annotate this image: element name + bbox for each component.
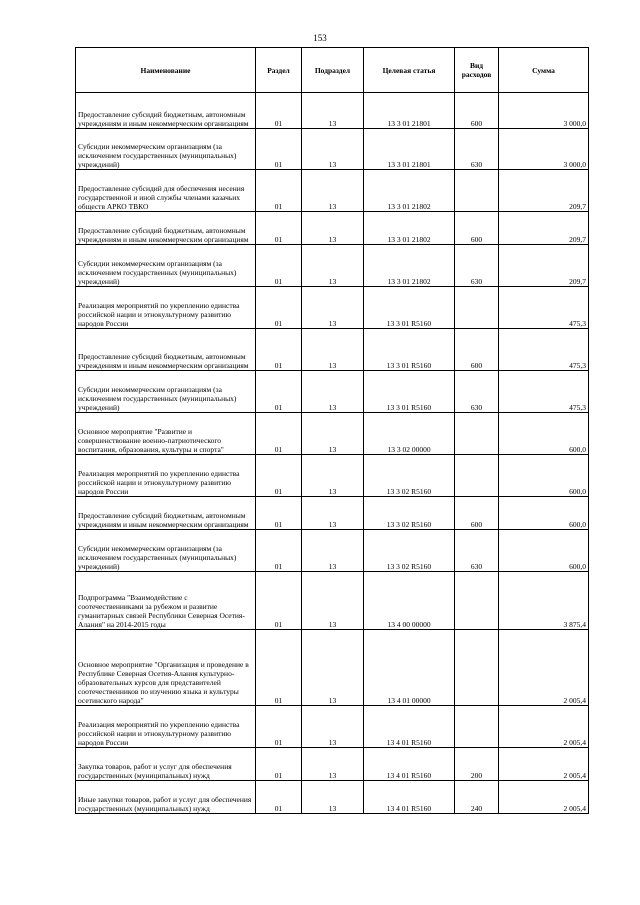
cell-amount: 2 005,4	[499, 630, 589, 706]
cell-target: 13 3 02 00000	[364, 413, 455, 455]
cell-section: 01	[256, 630, 302, 706]
cell-target: 13 3 01 R5160	[364, 287, 455, 329]
cell-name: Предоставление субсидий бюджетным, автономным учреждениям и иным некоммерческим организациям	[76, 212, 256, 245]
cell-section: 01	[256, 93, 302, 129]
cell-name: Субсидии некоммерческим организациям (за исключением государственных (муниципальных) учреждений)	[76, 245, 256, 287]
cell-section: 01	[256, 129, 302, 170]
cell-subsection: 13	[302, 781, 364, 814]
cell-expense-type	[455, 455, 499, 497]
cell-section: 01	[256, 455, 302, 497]
table-row	[76, 212, 589, 245]
cell-subsection: 13	[302, 572, 364, 630]
cell-target: 13 4 01 00000	[364, 630, 455, 706]
header-amount: Сумма	[499, 48, 589, 93]
cell-amount: 3 875,4	[499, 572, 589, 630]
cell-expense-type	[455, 706, 499, 748]
cell-target: 13 4 00 00000	[364, 572, 455, 630]
cell-amount: 2 005,4	[499, 781, 589, 814]
cell-amount: 2 005,4	[499, 706, 589, 748]
cell-expense-type: 630	[455, 129, 499, 170]
table-row	[76, 93, 589, 129]
cell-target: 13 4 01 R5160	[364, 748, 455, 781]
cell-expense-type: 600	[455, 212, 499, 245]
table-row	[76, 530, 589, 572]
table-row	[76, 572, 589, 630]
cell-expense-type: 200	[455, 748, 499, 781]
cell-section: 01	[256, 748, 302, 781]
cell-amount: 209,7	[499, 212, 589, 245]
cell-name: Реализация мероприятий по укреплению единства российской нации и этнокультурному развитию народов России	[76, 287, 256, 329]
cell-subsection: 13	[302, 129, 364, 170]
header-subsection: Подраздел	[302, 48, 364, 93]
cell-target: 13 3 01 21801	[364, 93, 455, 129]
cell-expense-type	[455, 413, 499, 455]
cell-section: 01	[256, 781, 302, 814]
cell-subsection: 13	[302, 455, 364, 497]
cell-amount: 600,0	[499, 413, 589, 455]
cell-target: 13 3 01 R5160	[364, 371, 455, 413]
cell-name: Подпрограмма "Взаимодействие с соотечественниками за рубежом и развитие гуманитарных связей Республики Северная Осетия-Алания" на 2014-2015 годы	[76, 572, 256, 630]
cell-section: 01	[256, 212, 302, 245]
cell-name: Предоставление субсидий бюджетным, автономным учреждениям и иным некоммерческим организациям	[76, 497, 256, 530]
cell-target: 13 3 01 21802	[364, 245, 455, 287]
cell-amount: 600,0	[499, 455, 589, 497]
cell-name: Реализация мероприятий по укреплению единства российской нации и этнокультурному развитию народов России	[76, 706, 256, 748]
cell-subsection: 13	[302, 413, 364, 455]
budget-table	[75, 47, 589, 814]
cell-target: 13 3 01 21802	[364, 170, 455, 212]
cell-amount: 475,3	[499, 329, 589, 371]
cell-section: 01	[256, 371, 302, 413]
cell-name: Закупка товаров, работ и услуг для обеспечения государственных (муниципальных) нужд	[76, 748, 256, 781]
table-row	[76, 630, 589, 706]
cell-target: 13 3 01 21802	[364, 212, 455, 245]
cell-amount: 209,7	[499, 170, 589, 212]
cell-subsection: 13	[302, 287, 364, 329]
cell-subsection: 13	[302, 530, 364, 572]
cell-subsection: 13	[302, 212, 364, 245]
cell-expense-type: 630	[455, 530, 499, 572]
cell-expense-type: 600	[455, 497, 499, 530]
cell-expense-type	[455, 572, 499, 630]
cell-name: Основное мероприятие "Организация и проведение в Республике Северная Осетия-Алания культурно-образовательных курсов для представителей соотечественников по изучению языка и культуры осетинского народа"	[76, 630, 256, 706]
table-row	[76, 748, 589, 781]
table-row	[76, 781, 589, 814]
cell-expense-type: 600	[455, 329, 499, 371]
cell-section: 01	[256, 706, 302, 748]
cell-amount: 209,7	[499, 245, 589, 287]
table-row	[76, 371, 589, 413]
cell-target: 13 3 02 R5160	[364, 497, 455, 530]
table-row	[76, 455, 589, 497]
cell-expense-type: 630	[455, 245, 499, 287]
cell-name: Иные закупки товаров, работ и услуг для обеспечения государственных (муниципальных) нужд	[76, 781, 256, 814]
cell-name: Предоставление субсидий бюджетным, автономным учреждениям и иным некоммерческим организациям	[76, 329, 256, 371]
table-row	[76, 497, 589, 530]
cell-amount: 600,0	[499, 530, 589, 572]
cell-expense-type: 630	[455, 371, 499, 413]
cell-subsection: 13	[302, 329, 364, 371]
cell-subsection: 13	[302, 245, 364, 287]
table-row	[76, 245, 589, 287]
cell-section: 01	[256, 329, 302, 371]
cell-target: 13 4 01 R5160	[364, 781, 455, 814]
header-section: Раздел	[256, 48, 302, 93]
cell-name: Субсидии некоммерческим организациям (за исключением государственных (муниципальных) учреждений)	[76, 371, 256, 413]
cell-amount: 475,3	[499, 287, 589, 329]
cell-section: 01	[256, 287, 302, 329]
cell-target: 13 3 01 21801	[364, 129, 455, 170]
table-row	[76, 170, 589, 212]
table-row	[76, 329, 589, 371]
cell-section: 01	[256, 530, 302, 572]
cell-name: Предоставление субсидий для обеспечения несения государственной и иной службы членами казачьих обществ АРКО ТВКО	[76, 170, 256, 212]
cell-expense-type: 600	[455, 93, 499, 129]
table-row	[76, 706, 589, 748]
cell-expense-type	[455, 170, 499, 212]
cell-amount: 475,3	[499, 371, 589, 413]
cell-section: 01	[256, 413, 302, 455]
header-expense-type: Вид расходов	[455, 48, 499, 93]
cell-target: 13 3 01 R5160	[364, 329, 455, 371]
table-row	[76, 413, 589, 455]
cell-name: Основное мероприятие "Развитие и совершенствование военно-патриотического воспитания, образования, культуры и спорта"	[76, 413, 256, 455]
cell-name: Предоставление субсидий бюджетным, автономным учреждениям и иным некоммерческим организациям	[76, 93, 256, 129]
table-header-row	[76, 48, 589, 93]
cell-name: Субсидии некоммерческим организациям (за исключением государственных (муниципальных) учреждений)	[76, 129, 256, 170]
header-name: Наименование	[76, 48, 256, 93]
cell-expense-type	[455, 630, 499, 706]
cell-target: 13 3 02 R5160	[364, 455, 455, 497]
cell-subsection: 13	[302, 170, 364, 212]
cell-target: 13 3 02 R5160	[364, 530, 455, 572]
cell-amount: 2 005,4	[499, 748, 589, 781]
cell-section: 01	[256, 245, 302, 287]
page-number: 153	[313, 33, 327, 43]
cell-subsection: 13	[302, 706, 364, 748]
cell-subsection: 13	[302, 748, 364, 781]
cell-name: Реализация мероприятий по укреплению единства российской нации и этнокультурному развитию народов России	[76, 455, 256, 497]
cell-expense-type	[455, 287, 499, 329]
cell-section: 01	[256, 497, 302, 530]
cell-name: Субсидии некоммерческим организациям (за исключением государственных (муниципальных) учреждений)	[76, 530, 256, 572]
cell-amount: 600,0	[499, 497, 589, 530]
table-row	[76, 287, 589, 329]
cell-subsection: 13	[302, 497, 364, 530]
table-row	[76, 129, 589, 170]
cell-target: 13 4 01 R5160	[364, 706, 455, 748]
cell-subsection: 13	[302, 630, 364, 706]
cell-subsection: 13	[302, 371, 364, 413]
cell-section: 01	[256, 170, 302, 212]
cell-amount: 3 000,0	[499, 93, 589, 129]
header-target: Целевая статья	[364, 48, 455, 93]
cell-section: 01	[256, 572, 302, 630]
cell-expense-type: 240	[455, 781, 499, 814]
cell-amount: 3 000,0	[499, 129, 589, 170]
cell-subsection: 13	[302, 93, 364, 129]
